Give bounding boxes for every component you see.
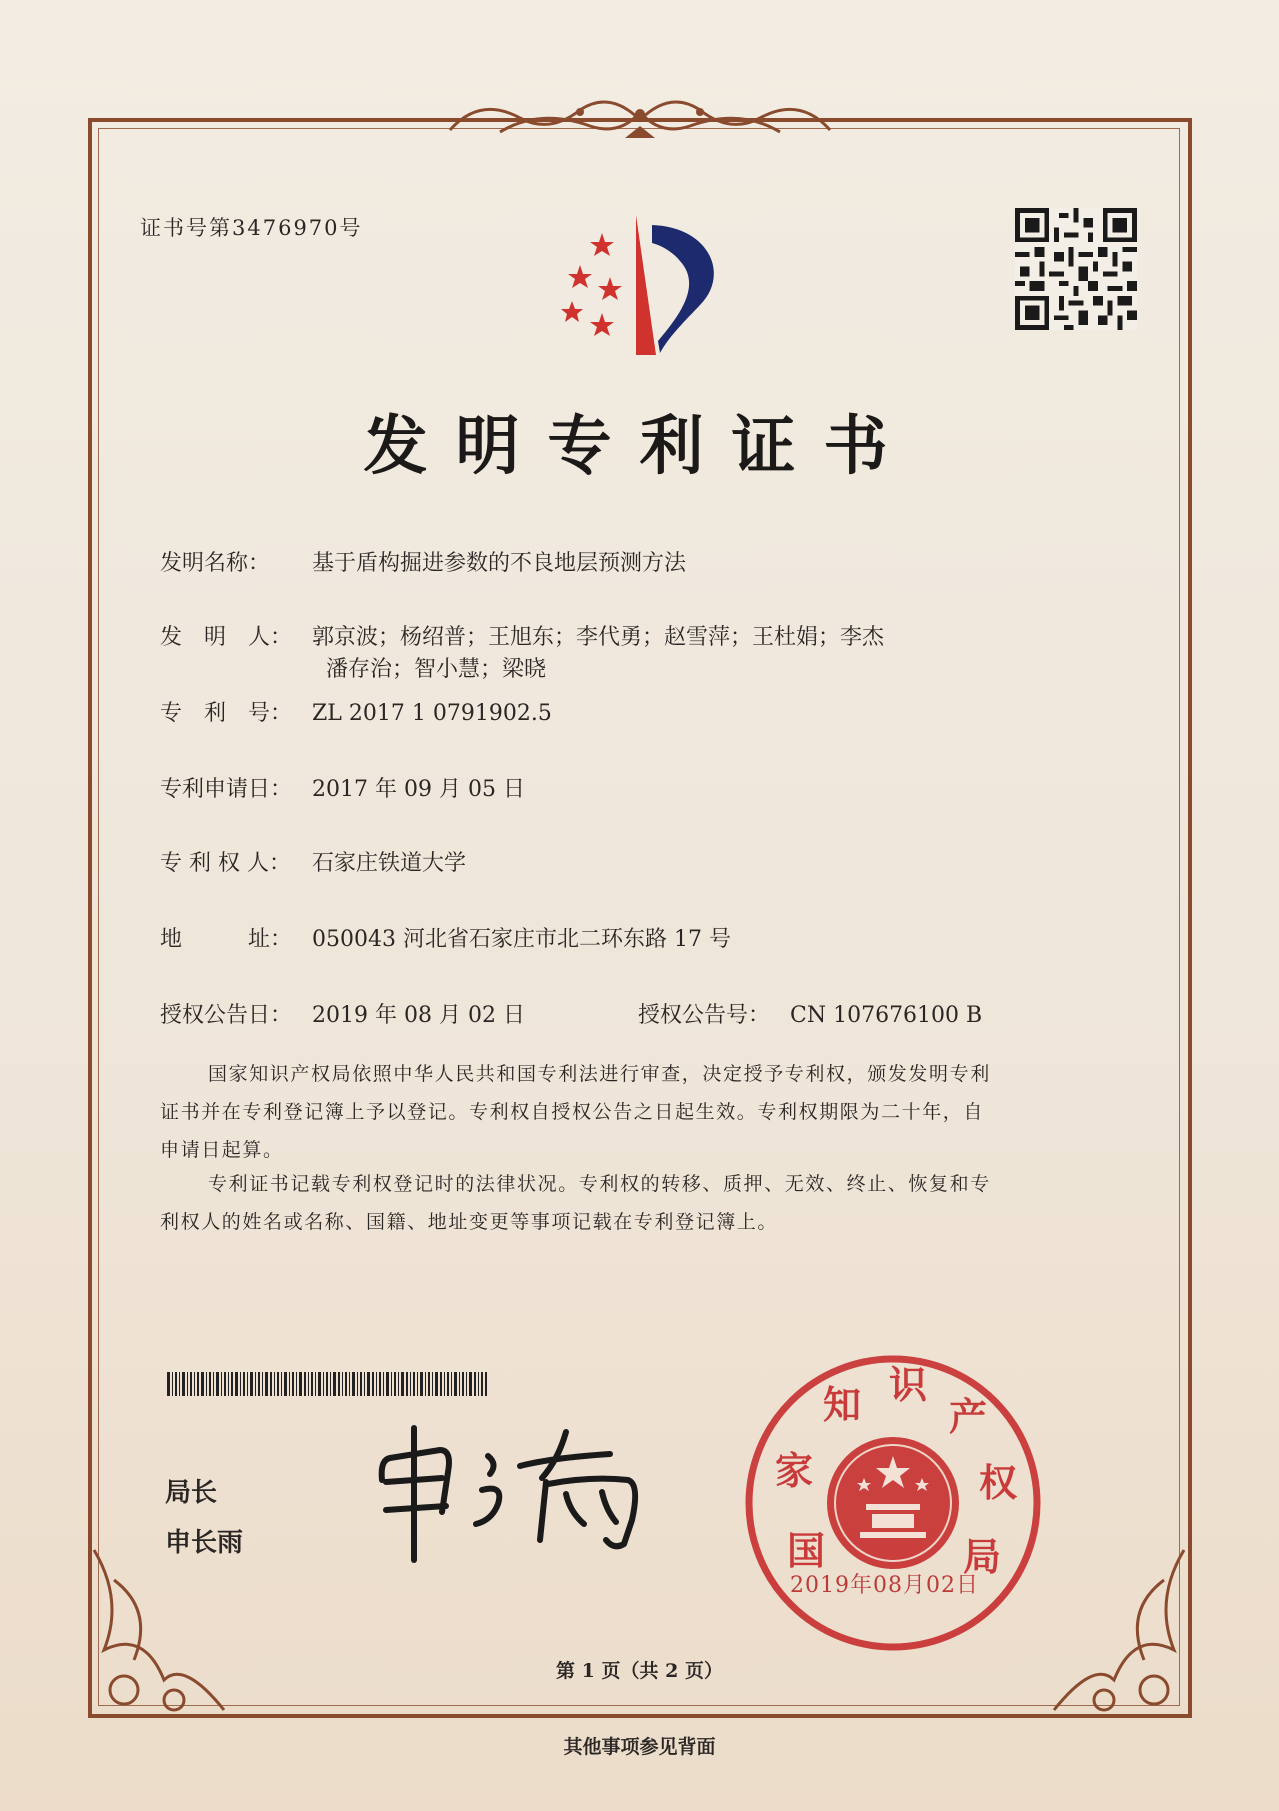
top-ornament-icon [440,88,840,150]
patent-number: ZL 2017 1 0791902.5 [312,701,552,726]
paragraph2-line1: 专利证书记载专利权登记时的法律状况。专利权的转移、质押、无效、终止、恢复和专 [208,1173,991,1195]
barcode-icon [167,1372,487,1396]
paragraph1-line3: 申请日起算。 [160,1139,284,1161]
seal-char-chan: 产 [948,1395,988,1439]
application-date-label: 专利申请日： [160,777,293,802]
patentee-label: 专 利 权 人： [160,851,291,876]
certificate-title: 发明专利证书 [363,409,916,484]
seal-char-jia: 家 [774,1449,814,1493]
signature-name: 申长雨 [165,1528,244,1558]
signature-title: 局长 [165,1478,218,1508]
seal-char-ju: 局 [962,1535,1002,1579]
address-row [160,924,731,956]
invention-name-row [160,548,686,580]
seal-date: 2019年08月02日 [790,1573,979,1598]
patent-number-label: 专 利 号： [160,701,293,726]
handwritten-signature-icon [370,1420,650,1570]
patentee: 石家庄铁道大学 [312,851,467,876]
grant-number-label: 授权公告号： [638,1003,771,1028]
seal-char-guo: 国 [786,1529,826,1573]
grant-date: 2019 年 08 月 02 日 [312,1003,525,1028]
seal-char-zhi: 知 [822,1383,862,1427]
grant-number: CN 107676100 B [790,1003,983,1028]
address-label: 地 址： [160,927,293,952]
grant-number-row [638,1000,982,1032]
cnipa-logo-icon [540,205,730,360]
paragraph1-line2: 证书并在专利登记簿上予以登记。专利权自授权公告之日起生效。专利权期限为二十年，自 [160,1101,985,1123]
official-seal-icon [742,1352,1044,1654]
paragraph1-line1: 国家知识产权局依照中华人民共和国专利法进行审查，决定授予专利权，颁发发明专利 [208,1063,991,1085]
grant-date-label: 授权公告日： [160,1003,293,1028]
certificate-number: 证书号第3476970号 [140,216,363,240]
bottom-left-ornament-icon [84,1540,234,1720]
paragraph2-line2: 利权人的姓名或名称、国籍、地址变更等事项记载在专利登记簿上。 [160,1211,779,1233]
back-note: 其他事项参见背面 [563,1736,716,1758]
inventors-row [160,622,884,654]
invention-name-label: 发明名称： [160,551,271,576]
invention-name: 基于盾构掘进参数的不良地层预测方法 [312,551,687,576]
page-indicator: 第 1 页（共 2 页） [556,1660,723,1682]
bottom-right-ornament-icon [1044,1540,1194,1720]
application-date: 2017 年 09 月 05 日 [312,777,525,802]
address: 050043 河北省石家庄市北二环东路 17 号 [312,927,731,952]
inventors-line1: 郭京波；杨绍普；王旭东；李代勇；赵雪萍；王杜娟；李杰 [312,625,885,650]
grant-date-row [160,1000,525,1032]
qr-code-icon [1015,208,1137,330]
inventors-line2: 潘存治；智小慧；梁晓 [326,657,547,682]
patentee-row [160,848,466,880]
seal-char-quan: 权 [978,1461,1018,1505]
application-date-row [160,774,525,806]
inventors-label: 发 明 人： [160,625,293,650]
seal-char-shi: 识 [888,1363,928,1407]
patent-number-row [160,698,552,730]
